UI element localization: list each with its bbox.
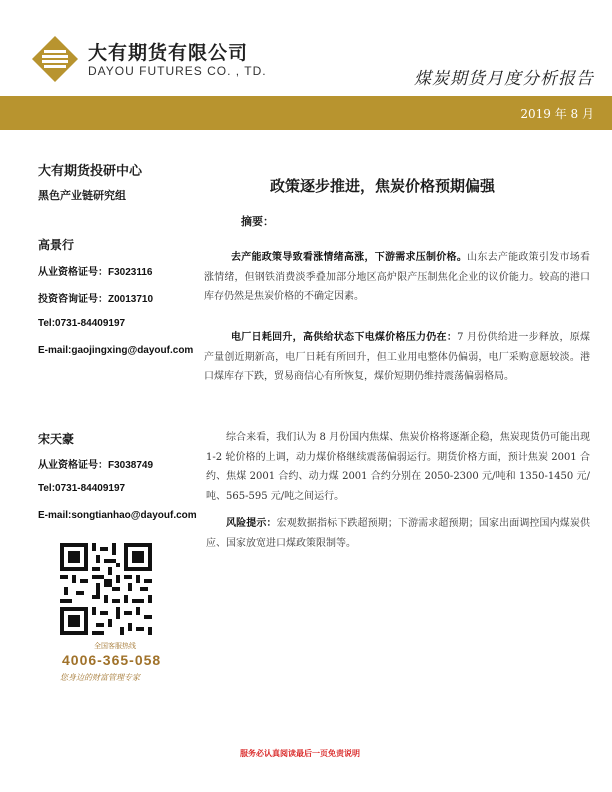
paragraph-1 bbox=[204, 248, 590, 307]
analyst-license: 从业资格证号：F3023116 bbox=[38, 267, 153, 278]
paragraph-3 bbox=[206, 428, 590, 506]
paragraph-2 bbox=[204, 328, 590, 387]
company-logo-icon bbox=[30, 34, 80, 84]
analyst-consult-license: 投资咨询证号：Z0013710 bbox=[38, 294, 154, 305]
abstract-label: 摘要： bbox=[241, 215, 274, 228]
paragraph-2-lead: 电厂日耗回升，高供给状态下电煤价格压力仍在： bbox=[231, 332, 458, 343]
paragraph-3-body: 综合来看，我们认为 8 月份国内焦煤、焦炭价格将逐渐企稳，焦炭现货仍可能出现 1-2 轮价格的上调，动力煤价格继续震荡偏弱运行。期货价格方面，预计焦炭 2001 合约、焦煤 2001 合约、动力煤 2001 合约分别在 2050-2300 元/吨和 1350-1450 元/吨、565-595 元/吨之间运行。 bbox=[206, 432, 590, 502]
analyst-name: 宋天豪 bbox=[38, 432, 75, 446]
risk-paragraph bbox=[206, 514, 590, 553]
hotline-label: 全国客服热线 bbox=[94, 642, 136, 650]
risk-body: 宏观数据指标下跌超预期；下游需求超预期；国家出面调控国内煤炭供应、国家放宽进口煤政策限制等。 bbox=[206, 518, 591, 549]
paragraph-1-body: 山东去产能政策引发市场看涨情绪，但钢铁消费淡季叠加部分地区高炉限产压制焦化企业的议价能力。较高的港口库存仍然是焦炭价格的不确定因素。 bbox=[204, 252, 591, 302]
qr-code-icon bbox=[60, 543, 152, 635]
report-date: 2019 年 8 月 bbox=[520, 107, 594, 121]
analyst-email[interactable]: E-mail:songtianhao@dayouf.com bbox=[38, 510, 197, 521]
sidebar bbox=[38, 160, 213, 203]
analyst-email[interactable]: E-mail:gaojingxing@dayouf.com bbox=[38, 345, 194, 356]
research-center: 大有期货投研中心 bbox=[38, 164, 143, 179]
disclaimer-note: 服务必认真阅读最后一页免责说明 bbox=[240, 749, 360, 758]
analyst-name: 高景行 bbox=[38, 238, 75, 252]
company-name-cn: 大有期货有限公司 bbox=[88, 42, 249, 64]
analyst-tel: Tel:0731-84409197 bbox=[38, 483, 126, 494]
paragraph-1-lead: 去产能政策导致看涨情绪高涨，下游需求压制价格。 bbox=[231, 252, 468, 263]
report-title: 政策逐步推进，焦炭价格预期偏强 bbox=[270, 177, 496, 195]
report-type: 煤炭期货月度分析报告 bbox=[414, 69, 594, 89]
hotline-number: 4006-365-058 bbox=[62, 652, 162, 668]
analyst-license: 从业资格证号：F3038749 bbox=[38, 460, 154, 471]
research-group: 黑色产业链研究组 bbox=[38, 189, 126, 202]
company-slogan: 您身边的财富管理专家 bbox=[60, 673, 140, 682]
paragraph-2-body: 7 月份供给进一步释放，原煤产量创近期新高，电厂日耗有所回升，但工业用电整体仍偏弱，电厂采购意愿较淡。港口煤库存下跌，贸易商信心有所恢复，煤价短期仍维持震荡偏弱格局。 bbox=[204, 332, 591, 382]
company-name-en: DAYOU FUTURES CO. , TD. bbox=[88, 64, 267, 78]
risk-label: 风险提示： bbox=[226, 518, 277, 529]
analyst-tel: Tel:0731-84409197 bbox=[38, 318, 126, 329]
